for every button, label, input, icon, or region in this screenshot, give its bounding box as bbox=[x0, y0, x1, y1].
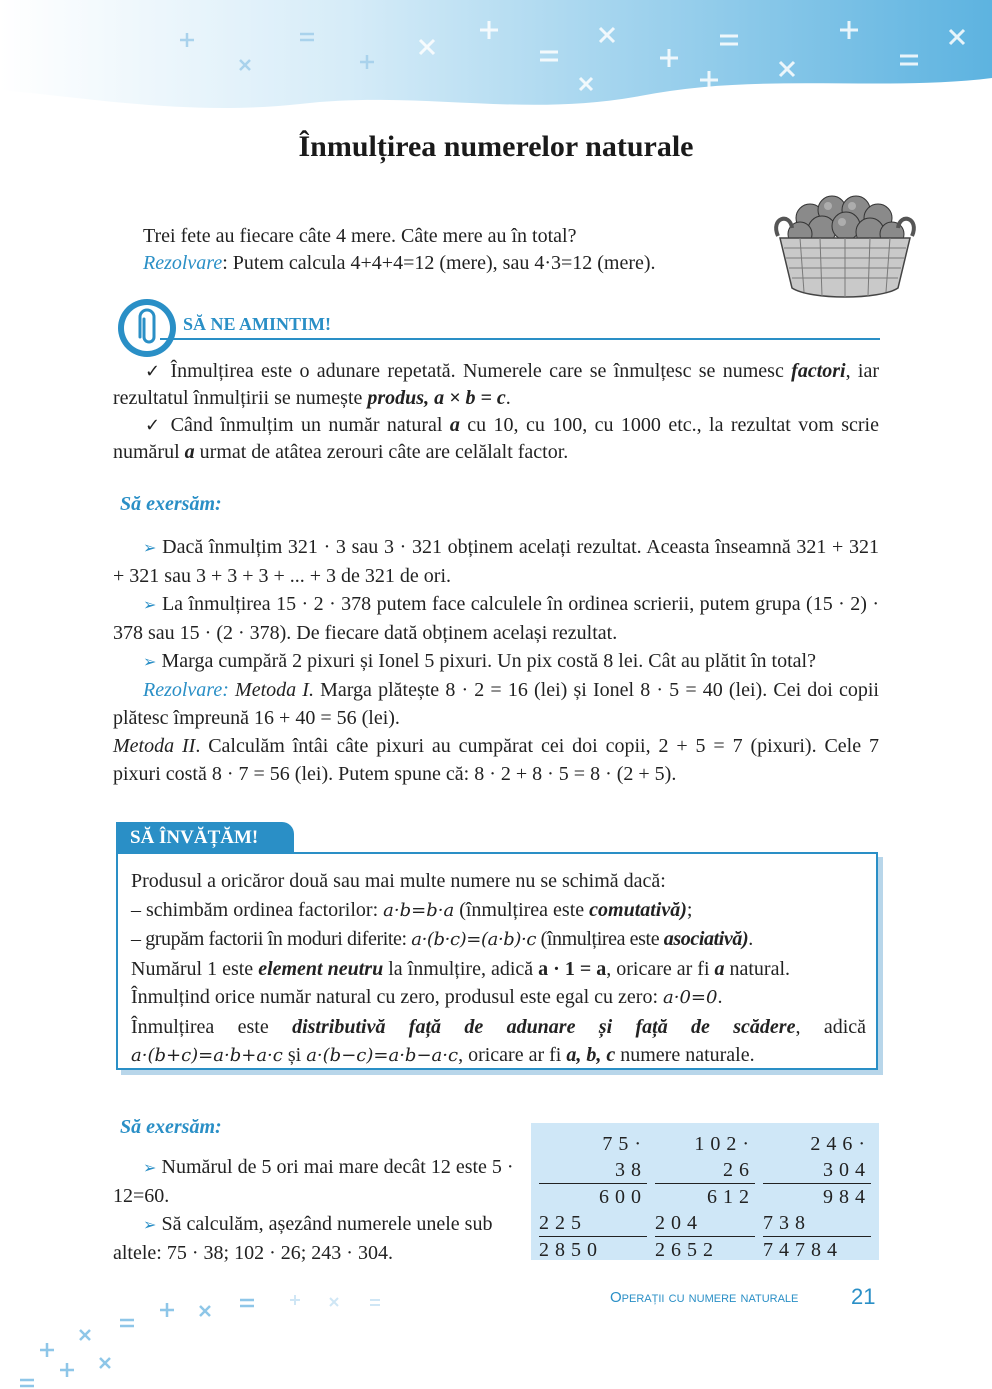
factor-b: 304 bbox=[823, 1159, 871, 1181]
arrow-icon: ➢ bbox=[143, 652, 162, 671]
practice-text: Marga cumpără 2 pixuri și Ionel 5 pixuri. Un pix costă 8 lei. Cât au plătit în total? bbox=[161, 650, 816, 672]
solution-label: Rezolvare: bbox=[143, 679, 229, 701]
practice-text: Să calculăm, așezând numerele unele sub altele: 75 · 38; 102 · 26; 243 · 304. bbox=[113, 1213, 493, 1264]
var-a: a bbox=[714, 957, 725, 980]
learn-text: , adică bbox=[795, 1015, 867, 1038]
formula-zero: a·0=0 bbox=[663, 987, 718, 1008]
product-result: 74784 bbox=[763, 1239, 843, 1261]
method-2-label: Metoda II bbox=[113, 735, 196, 757]
method-1-text: Marga plătește 8 · 2 = 16 (lei) și Ionel 8 · 5 = 40 (lei). Cei doi copii plătesc împreună 16 + 40 = 56 (lei). bbox=[113, 679, 879, 729]
method-1-label: Metoda I. bbox=[235, 679, 314, 701]
learn-line-1: Produsul a oricăror două sau mai multe numere nu se schimă dacă: bbox=[131, 870, 666, 892]
term-factori: factori bbox=[791, 360, 846, 382]
practice-body-1 bbox=[113, 533, 879, 788]
product-result: 2652 bbox=[655, 1239, 719, 1261]
practice-heading-2: Să exersăm: bbox=[120, 1116, 222, 1138]
factor-b: 38 bbox=[615, 1159, 647, 1181]
arrow-icon: ➢ bbox=[143, 1158, 162, 1177]
term-asociativa: asociativă) bbox=[663, 928, 749, 950]
learn-text: ; bbox=[686, 898, 693, 921]
arrow-icon: ➢ bbox=[143, 595, 162, 614]
learn-text: – grupăm factorii în moduri diferite: bbox=[131, 928, 412, 950]
multiplication-3 bbox=[763, 1131, 871, 1263]
solution-label: Rezolvare bbox=[143, 252, 223, 274]
arrow-icon: ➢ bbox=[143, 538, 163, 557]
page-number: 21 bbox=[851, 1284, 876, 1309]
multiplication-table bbox=[531, 1123, 879, 1260]
practice-method-2 bbox=[113, 732, 879, 788]
practice-heading-1: Să exersăm: bbox=[120, 493, 222, 515]
learn-text: (înmulțirea este bbox=[454, 898, 590, 921]
remember-heading: SĂ NE AMINTIM! bbox=[183, 314, 332, 334]
term-comutativa: comutativă) bbox=[589, 898, 687, 921]
learn-line-6 bbox=[131, 1013, 866, 1042]
partial-product-1: 984 bbox=[763, 1183, 871, 1210]
top-decorative-banner bbox=[0, 0, 992, 120]
practice2-item-2 bbox=[113, 1210, 521, 1267]
formula-distributive-sub: a·(b−c)=a·b−a·c bbox=[306, 1045, 459, 1066]
learn-text: natural. bbox=[724, 957, 791, 980]
practice-text: Numărul de 5 ori mai mare decât 12 este 5 · 12=60. bbox=[113, 1156, 514, 1207]
remember-text: Înmulțirea este o adunare repetată. Numerele care se înmulțesc se numesc bbox=[170, 360, 792, 382]
learn-text: . bbox=[748, 928, 753, 950]
remember-text: Când înmulțim un număr natural bbox=[170, 414, 450, 436]
remember-text: , iar rezultatul înmulțirii se numește bbox=[113, 360, 879, 409]
partial-product-2: 204 bbox=[655, 1210, 755, 1237]
page-title: Înmulțirea numerelor naturale bbox=[298, 130, 694, 163]
partial-product-2: 738 bbox=[763, 1210, 871, 1237]
learn-text: numere naturale. bbox=[615, 1044, 755, 1066]
factor-b: 26 bbox=[723, 1159, 755, 1181]
learn-text: și bbox=[282, 1044, 307, 1066]
paperclip-icon bbox=[116, 297, 178, 359]
multiplication-2 bbox=[655, 1131, 755, 1263]
intro-solution bbox=[143, 250, 763, 277]
partial-product-1: 612 bbox=[655, 1183, 755, 1210]
multiplication-1 bbox=[539, 1131, 647, 1263]
practice-solution bbox=[113, 676, 879, 732]
learn-text: Înmulțirea este bbox=[131, 1015, 293, 1038]
practice-item-3 bbox=[113, 647, 879, 676]
remember-item-2 bbox=[113, 412, 879, 466]
learn-text: . bbox=[717, 986, 723, 1008]
practice-text: La înmulțirea 15 · 2 · 378 putem face calculele în ordinea scrierii, putem grupa (15 · 2) · 378 sau 15 · (2 · 378). De fiecare dată obținem același rezultat. bbox=[113, 593, 879, 644]
factor-a: 102· bbox=[694, 1133, 755, 1155]
practice-body-2 bbox=[113, 1153, 521, 1267]
learn-heading: SĂ ÎNVĂȚĂM! bbox=[116, 822, 294, 854]
remember-item-1 bbox=[113, 358, 879, 412]
formula-commutative: a·b=b·a bbox=[383, 899, 455, 921]
learn-line-2 bbox=[131, 896, 866, 926]
check-icon: ✓ bbox=[145, 361, 171, 382]
learn-text: Înmulțind orice număr natural cu zero, produsul este egal cu zero: bbox=[131, 986, 664, 1008]
learn-text: (înmulțirea este bbox=[536, 928, 664, 950]
term-distributiva: distributivă față de adunare și față de scădere bbox=[292, 1015, 796, 1038]
formula-neutral: a · 1 = a bbox=[538, 957, 607, 980]
var-a: a bbox=[449, 414, 460, 436]
learn-text: Numărul 1 este bbox=[131, 957, 259, 980]
apple-basket-icon bbox=[770, 188, 920, 300]
practice-text: Dacă înmulțim 321 · 3 sau 3 · 321 obținem acelați rezultat. Aceasta înseamnă 321 + 321 + 321 sau 3 + 3 + 3 + ... + 3 de 321 de ori. bbox=[113, 536, 879, 587]
remember-text: urmat de atâtea zerouri câte are celălalt factor. bbox=[194, 441, 569, 463]
practice-item-1 bbox=[113, 533, 879, 590]
learn-text: – schimbăm ordinea factorilor: bbox=[131, 898, 384, 921]
remember-text: . bbox=[505, 387, 511, 409]
vars-abc: a, b, c bbox=[566, 1044, 616, 1066]
learn-line-3 bbox=[131, 925, 866, 955]
term-produs: produs, a × b = c bbox=[367, 387, 506, 409]
learn-line-4 bbox=[131, 955, 866, 984]
method-2-text: . Calculăm întâi câte pixuri au cumpărat cei doi copii, 2 + 5 = 7 (pixuri). Cele 7 pixuri costă 8 · 7 = 56 (lei). Putem spune că: 8 · 2 + 8 · 5 = 8 · (2 + 5). bbox=[113, 735, 879, 785]
solution-text: : Putem calcula 4+4+4=12 (mere), sau 4·3=12 (mere). bbox=[222, 252, 656, 274]
product-result: 2850 bbox=[539, 1239, 603, 1261]
partial-product-2: 225 bbox=[539, 1210, 647, 1237]
learn-line-7 bbox=[131, 1041, 866, 1071]
factor-a: 75· bbox=[602, 1133, 647, 1155]
remember-body bbox=[113, 358, 879, 466]
learn-line-5 bbox=[131, 983, 866, 1013]
var-a: a bbox=[184, 441, 195, 463]
check-icon: ✓ bbox=[145, 415, 171, 436]
learn-body bbox=[131, 867, 866, 1071]
formula-distributive-add: a·(b+c)=a·b+a·c bbox=[131, 1045, 283, 1066]
learn-text: , oricare ar fi bbox=[458, 1044, 567, 1066]
learn-text: , oricare ar fi bbox=[606, 957, 715, 980]
intro-problem-text: Trei fete au fiecare câte 4 mere. Câte mere au în total? bbox=[143, 225, 577, 247]
arrow-icon: ➢ bbox=[143, 1215, 162, 1234]
formula-associative: a·(b·c)=(a·b)·c bbox=[411, 929, 537, 950]
factor-a: 246· bbox=[810, 1133, 871, 1155]
practice2-item-1 bbox=[113, 1153, 521, 1210]
term-element-neutru: element neutru bbox=[258, 957, 384, 980]
partial-product-1: 600 bbox=[539, 1183, 647, 1210]
bottom-decorative-banner bbox=[0, 1270, 520, 1389]
remember-text: cu 10, cu 100, cu 1000 etc., la rezultat vom scrie numărul bbox=[113, 414, 879, 463]
practice-item-2 bbox=[113, 590, 879, 647]
learn-text: la înmulțire, adică bbox=[383, 957, 539, 980]
remember-divider bbox=[160, 338, 880, 340]
intro-problem bbox=[143, 223, 763, 277]
chapter-footer: Operații cu numere naturale bbox=[610, 1289, 799, 1306]
